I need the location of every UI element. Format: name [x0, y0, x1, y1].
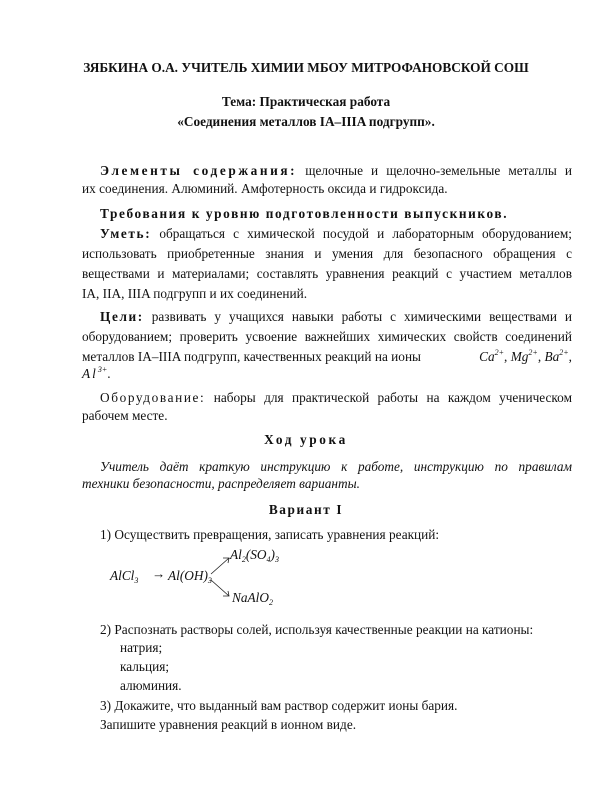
goals-line-2: оборудованием; проверить усвоение важнейших химических свойств соединений — [82, 329, 572, 344]
content-paragraph-line-1 — [100, 163, 572, 179]
topic-line-2: «Соединения металлов IA–IIIA подгрупп». — [177, 114, 435, 129]
skills-line-2: использовать приобретенные знания и умения для безопасного обращения с — [82, 246, 572, 261]
scheme-bottom-product: NaAlO$_2$ — [232, 590, 273, 607]
task-3-line-1: 3) Докажите, что выданный вам раствор содержит ионы бария. — [100, 698, 458, 713]
scheme-branch-arrows — [210, 552, 232, 602]
skills-label: Уметь: — [100, 226, 152, 241]
instructions-line-1: Учитель даёт краткую инструкцию к работе, инструкцию по правилам — [100, 459, 572, 474]
task-1: 1) Осуществить превращения, записать уравнения реакций: — [100, 527, 440, 542]
task-2-item-sodium: натрия; — [120, 640, 163, 655]
ion-ca: $Ca^{2+}$ — [479, 348, 505, 364]
variant-heading: Вариант I — [268, 502, 344, 517]
ion-ba: $Ba^{2+}$ — [544, 348, 569, 364]
skills-line-3: веществами и материалами; составлять уравнения реакций с участием металлов — [82, 266, 572, 281]
topic-line-1: Тема: Практическая работа — [221, 94, 391, 109]
scheme-top-product: $Al_2(SO_4)_3$ — [230, 547, 279, 564]
task-2-item-calcium: кальция; — [120, 659, 170, 674]
equipment-label: Оборудование: — [100, 390, 206, 405]
branch-arrow-up — [211, 558, 229, 574]
goals-line-3-text: металлов IA–IIIA подгрупп, качественных реакций на ионы — [82, 349, 421, 364]
ion-mg: $Mg^{2+}$ — [510, 348, 538, 364]
goals-line-3 — [82, 349, 572, 365]
scheme-start: AlCl$_3$ — [110, 568, 139, 585]
content-label: Элементы содержания: — [100, 163, 298, 178]
skills-line-1 — [100, 226, 572, 242]
document-header: ЗЯБКИНА О.А. УЧИТЕЛЬ ХИМИИ МБОУ МИТРОФАНОВСКОЙ СОШ — [83, 60, 529, 75]
instructions-line-2: техники безопасности, распределяет варианты. — [82, 476, 360, 491]
skills-text-1: обращаться с химической посудой и лабораторным оборудованием; — [151, 226, 572, 241]
goals-label: Цели: — [100, 309, 144, 324]
task-3-line-2: Запишите уравнения реакций в ионном виде. — [100, 717, 357, 732]
requirements-heading: Требования к уровню подготовленности выпускников. — [100, 206, 509, 221]
task-2: 2) Распознать растворы солей, используя качественные реакции на катионы: — [100, 622, 534, 637]
skills-line-4: IA, IIA, IIIA подгрупп и их соединений. — [82, 286, 308, 301]
lesson-heading: Ход урока — [264, 432, 348, 447]
equipment-text-1: наборы для практической работы на каждом ученическом — [205, 390, 572, 405]
content-text-1: щелочные и щелочно-земельные металлы и — [297, 163, 572, 178]
goals-text-1: развивать у учащихся навыки работы с химическими веществами и — [143, 309, 572, 324]
equipment-line-2: рабочем месте. — [82, 408, 168, 423]
branch-arrow-down — [211, 580, 229, 596]
task-2-item-aluminium: алюминия. — [120, 678, 182, 693]
goals-line-1 — [100, 309, 572, 325]
scheme-middle: $Al(OH)_3$ — [168, 568, 212, 585]
scheme-arrow: → — [152, 566, 166, 581]
ion-al: $Al^{3+}$. — [82, 365, 111, 381]
content-text-2: их соединения. Алюминий. Амфотерность оксида и гидроксида. — [82, 181, 448, 196]
equipment-line-1 — [100, 390, 572, 406]
goals-ions: $Ca^{2+}$, $Mg^{2+}$, $Ba^{2+}$, — [479, 348, 572, 364]
